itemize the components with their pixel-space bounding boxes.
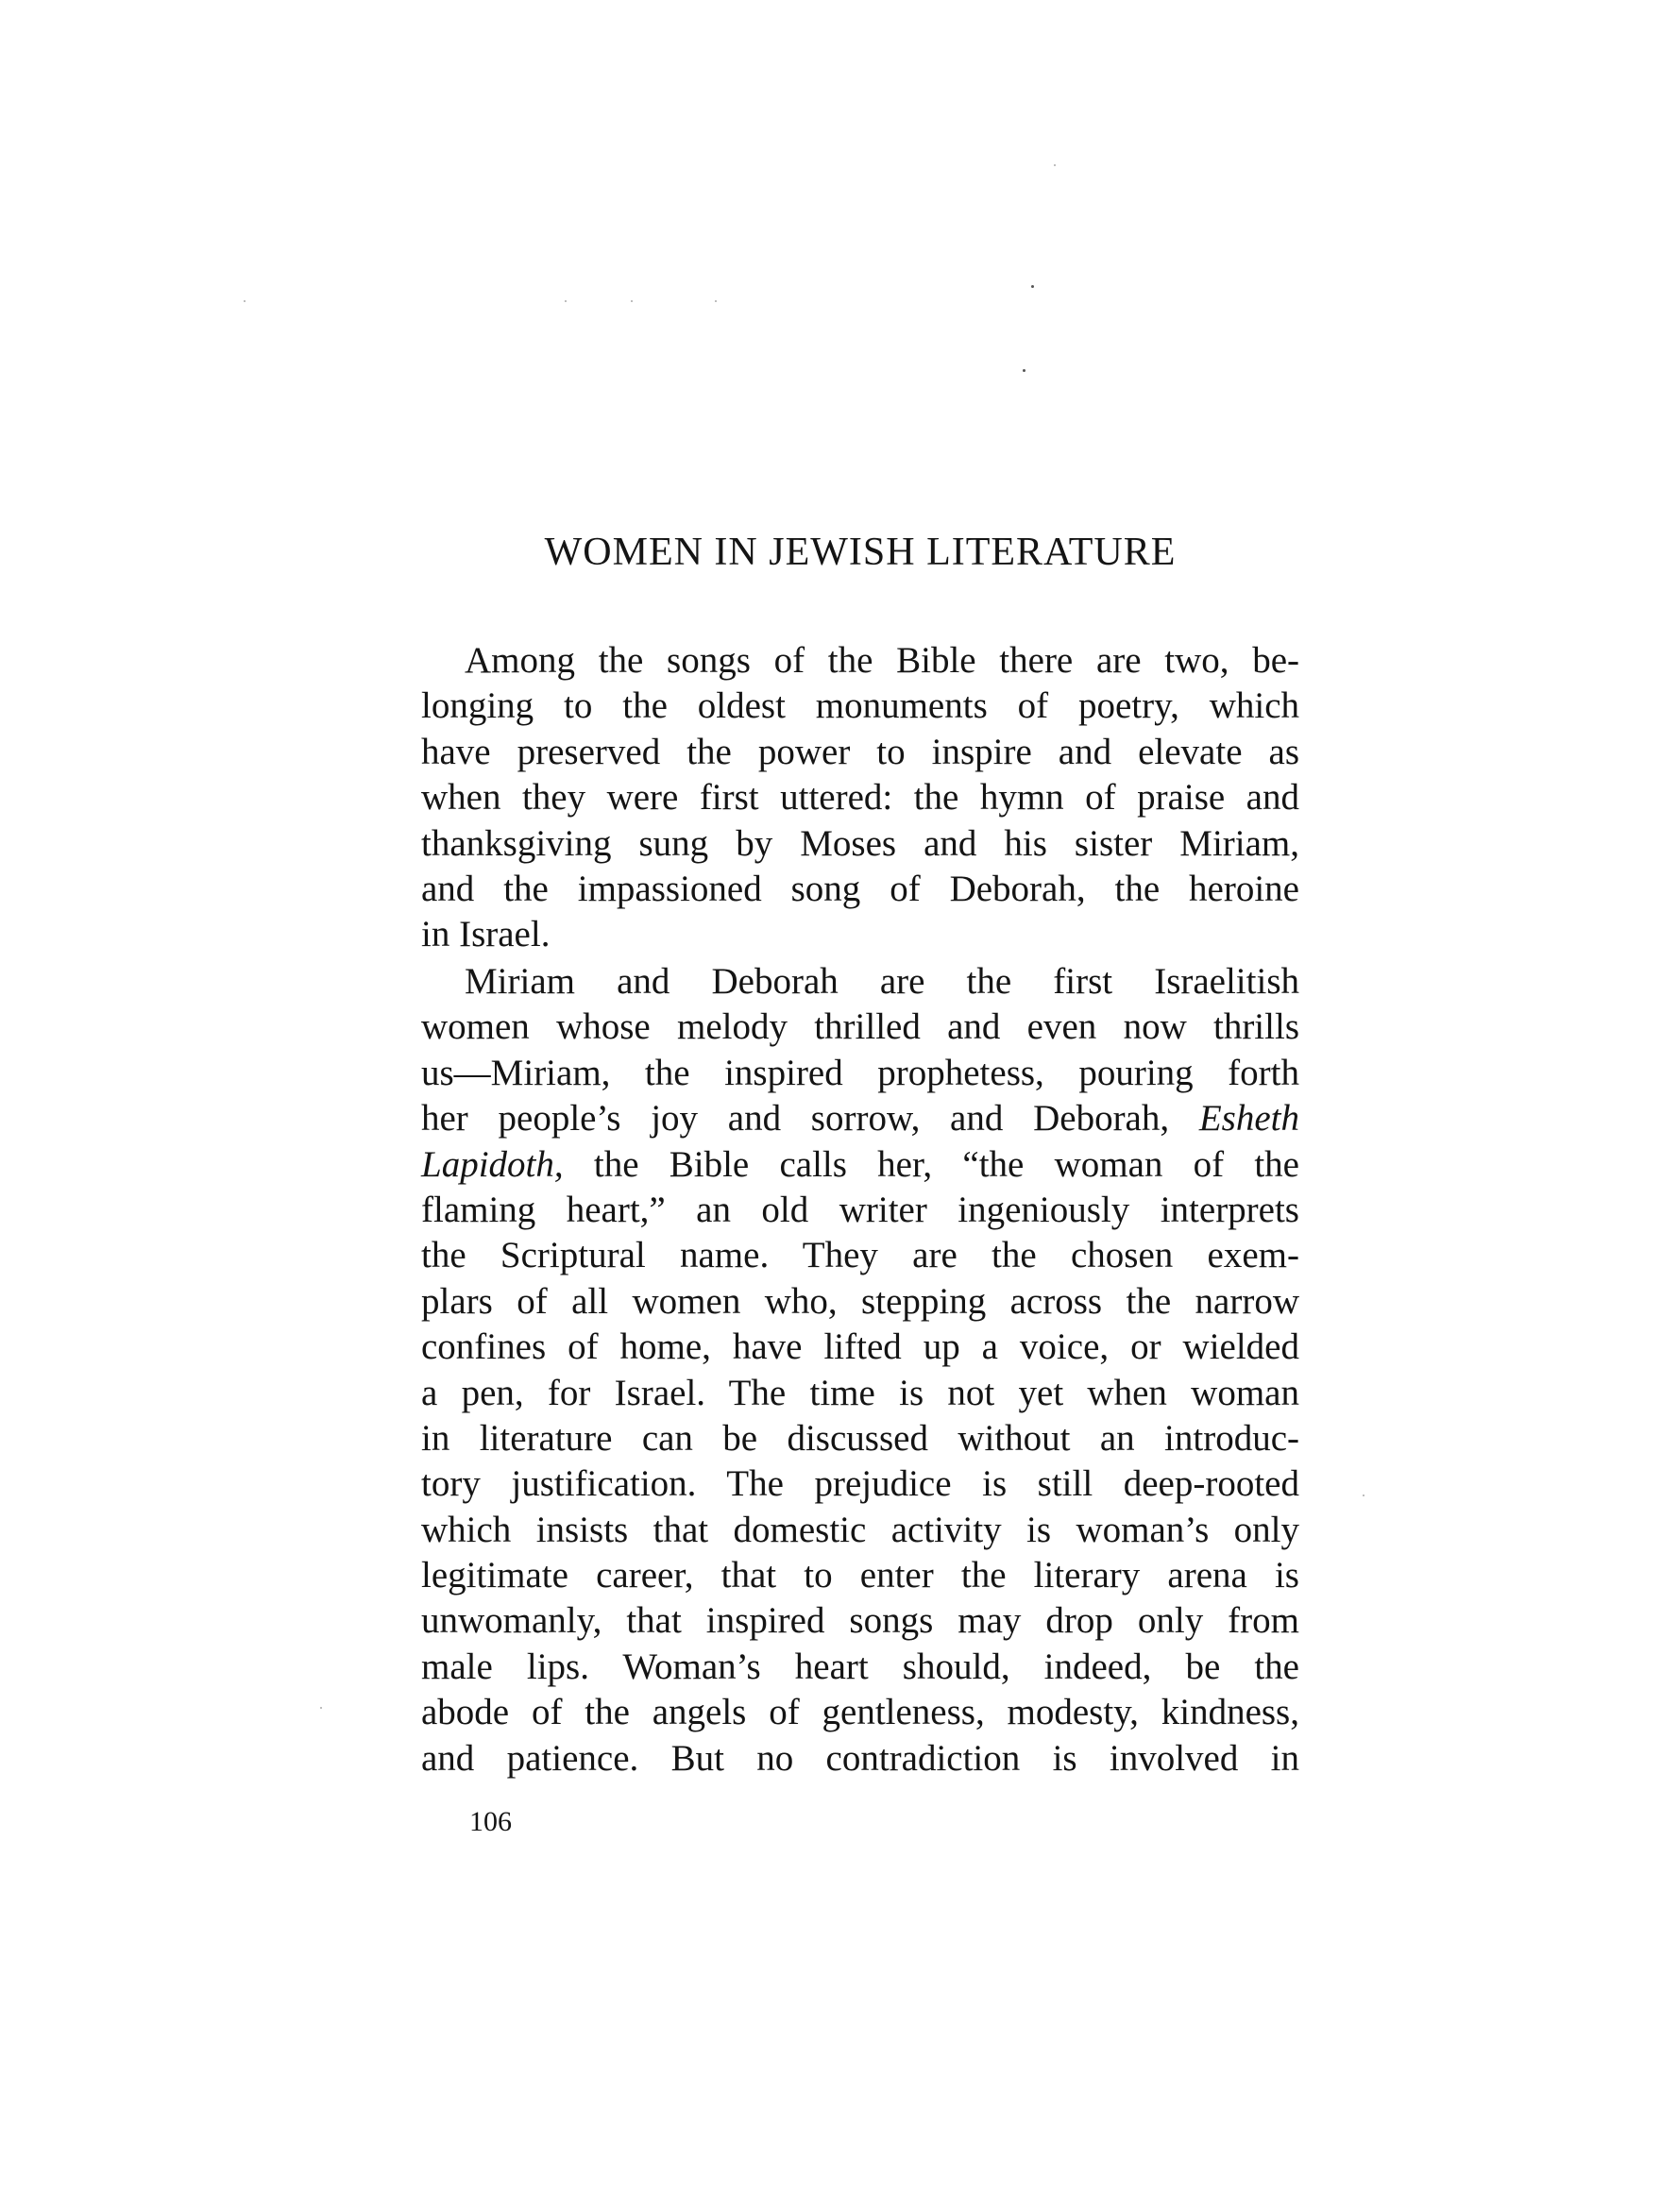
text-line: when they were first uttered: the hymn of praise and [421, 777, 1299, 819]
text-line: Miriam and Deborah are the first Israelitish [465, 961, 1299, 1002]
scan-speck [715, 300, 717, 302]
text-line: us—Miriam, the inspired prophetess, pouring forth [421, 1052, 1299, 1093]
text-line: have preserved the power to inspire and elevate as [421, 731, 1299, 772]
text-line: flaming heart,” an old writer ingeniously interprets [421, 1189, 1299, 1230]
text-line: the Scriptural name. They are the chosen exem- [421, 1235, 1299, 1276]
text-line: Among the songs of the Bible there are two, be- [465, 640, 1299, 681]
text-line: legitimate career, that to enter the literary arena is [421, 1555, 1299, 1596]
text-line: plars of all women who, stepping across the narrow [421, 1280, 1299, 1322]
text-line: which insists that domestic activity is woman’s only [421, 1509, 1299, 1550]
paragraph-1 [421, 638, 1299, 958]
paragraph-2 [421, 959, 1299, 1781]
text-line-with-italic [421, 1142, 1299, 1188]
italic-name: Lapidoth, [421, 1143, 564, 1185]
scan-speck [1031, 285, 1034, 288]
text-line: confines of home, have lifted up a voice, or wielded [421, 1326, 1299, 1368]
text-line: and patience. But no contradiction is involved in [421, 1737, 1299, 1779]
text-line: and the impassioned song of Deborah, the heroine [421, 868, 1299, 909]
page-number: 106 [469, 1806, 512, 1837]
italic-name: Esheth [1198, 1098, 1299, 1140]
scan-speck [244, 300, 246, 302]
scan-speck [320, 1707, 322, 1709]
text-line: unwomanly, that inspired songs may drop only from [421, 1600, 1299, 1642]
text-segment: her people’s joy and sorrow, and Deborah, [421, 1098, 1199, 1140]
scan-speck [631, 300, 633, 302]
scan-speck [565, 300, 567, 302]
text-line: longing to the oldest monuments of poetry, which [421, 685, 1299, 727]
scan-speck [1363, 1494, 1364, 1496]
text-line-with-italic [421, 1096, 1299, 1141]
scan-speck [1054, 164, 1056, 166]
text-line: male lips. Woman’s heart should, indeed, be the [421, 1646, 1299, 1687]
scan-speck [1023, 369, 1025, 372]
page-title: WOMEN IN JEWISH LITERATURE [544, 531, 1177, 574]
text-line: abode of the angels of gentleness, modesty, kindness, [421, 1692, 1299, 1733]
text-line: a pen, for Israel. The time is not yet when woman [421, 1372, 1299, 1413]
text-line: in Israel. [421, 914, 551, 955]
text-line: thanksgiving sung by Moses and his sister Miriam, [421, 822, 1299, 864]
text-line: women whose melody thrilled and even now thrills [421, 1006, 1299, 1048]
text-segment: the Bible calls her, “the woman of the [563, 1143, 1299, 1185]
text-line: tory justification. The prejudice is still deep-rooted [421, 1463, 1299, 1505]
text-line: in literature can be discussed without an introduc- [421, 1417, 1299, 1459]
